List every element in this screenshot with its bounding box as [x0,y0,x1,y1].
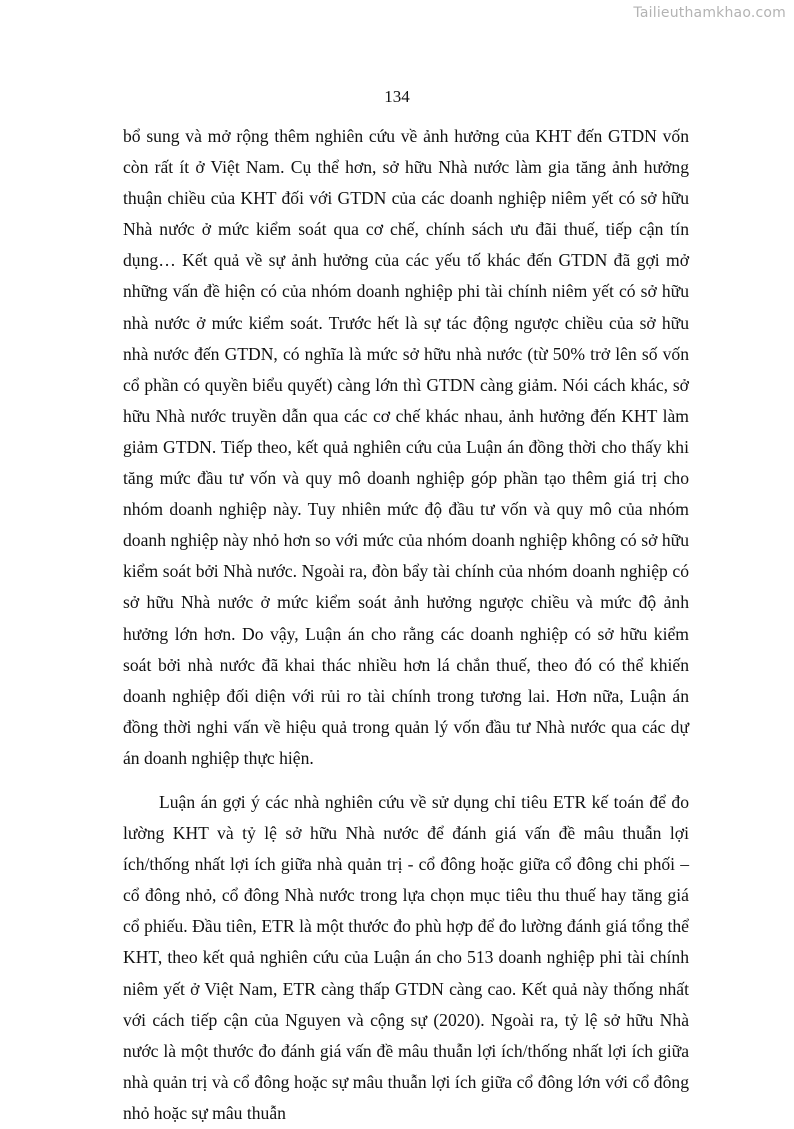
paragraph: bổ sung và mở rộng thêm nghiên cứu về ảnh hưởng của KHT đến GTDN vốn còn rất ít ở Việt Nam. Cụ thể hơn, sở hữu Nhà nước làm gia tăng ảnh hưởng thuận chiều của KHT đối với GTDN của các doanh nghiệp niêm yết có sở hữu Nhà nước ở mức kiểm soát qua cơ chế, chính sách ưu đãi thuế, tiếp cận tín dụng… Kết quả về sự ảnh hưởng của các yếu tố khác đến GTDN đã gợi mở những vấn đề hiện có của nhóm doanh nghiệp phi tài chính niêm yết có sở hữu nhà nước ở mức kiểm soát. Trước hết là sự tác động ngược chiều của sở hữu nhà nước đến GTDN, có nghĩa là mức sở hữu nhà nước (từ 50% trở lên số vốn cổ phần có quyền biểu quyết) càng lớn thì GTDN càng giảm. Nói cách khác, sở hữu Nhà nước truyền dẫn qua các cơ chế khác nhau, ảnh hưởng đến KHT làm giảm GTDN. Tiếp theo, kết quả nghiên cứu của Luận án đồng thời cho thấy khi tăng mức đầu tư vốn và quy mô doanh nghiệp góp phần tạo thêm giá trị cho nhóm doanh nghiệp này. Tuy nhiên mức độ đầu tư vốn và quy mô của nhóm doanh nghiệp này nhỏ hơn so với mức của nhóm doanh nghiệp không có sở hữu kiểm soát bởi Nhà nước. Ngoài ra, đòn bẩy tài chính của nhóm doanh nghiệp có sở hữu Nhà nước ở mức kiểm soát ảnh hưởng ngược chiều và mức độ ảnh hưởng lớn hơn. Do vậy, Luận án cho rằng các doanh nghiệp có sở hữu kiểm soát bởi nhà nước đã khai thác nhiều hơn lá chắn thuế, theo đó có thể khiến doanh nghiệp đối diện với rủi ro tài chính trong tương lai. Hơn nữa, Luận án đồng thời nghi vấn về hiệu quả trong quản lý vốn đầu tư Nhà nước qua các dự án doanh nghiệp thực hiện. [123,126,689,768]
paragraph: Luận án gợi ý các nhà nghiên cứu về sử dụng chỉ tiêu ETR kế toán để đo lường KHT và tỷ lệ sở hữu Nhà nước để đánh giá vấn đề mâu thuẫn lợi ích/thống nhất lợi ích giữa nhà quản trị - cổ đông hoặc giữa cổ đông chi phối – cổ đông nhỏ, cổ đông Nhà nước trong lựa chọn mục tiêu thu thuế hay tăng giá cổ phiếu. Đầu tiên, ETR là một thước đo phù hợp để đo lường đánh giá tổng thể KHT, theo kết quả nghiên cứu của Luận án cho 513 doanh nghiệp phi tài chính niêm yết ở Việt Nam, ETR càng thấp GTDN càng cao. Kết quả này thống nhất với cách tiếp cận của Nguyen và cộng sự (2020). Ngoài ra, tỷ lệ sở hữu Nhà nước là một thước đo đánh giá vấn đề mâu thuẫn lợi ích/thống nhất lợi ích giữa nhà quản trị và cổ đông hoặc sự mâu thuẫn lợi ích giữa cổ đông lớn với cổ đông nhỏ hoặc sự mâu thuẫn [123,791,689,1123]
watermark: Tailieuthamkhao.com [633,5,786,21]
document-body [123,121,689,1129]
page-number: 134 [384,87,410,106]
